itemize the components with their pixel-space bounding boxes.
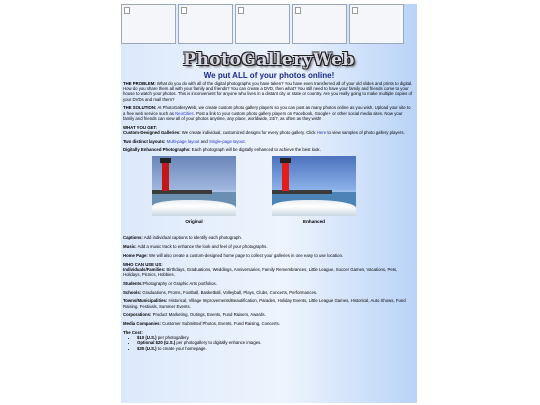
enhanced-text: Each photograph will be digitally enhanced to achieve the best look. [191, 147, 321, 153]
lighthouse-lantern [160, 158, 171, 163]
families-paragraph [123, 262, 413, 278]
original-caption: Original [185, 219, 203, 225]
families-text: Birthdays, Graduations, Weddings, Anniversaries, Family Remembrances, Little League, Soccer Games, Vacations, Pets, Holidays, Picnics, Hobbies. [123, 266, 398, 277]
music-paragraph [123, 244, 413, 249]
who-heading: WHO CAN USE US: [123, 261, 163, 267]
lighthouse-tower [162, 162, 169, 191]
broken-image-icon [124, 7, 130, 14]
neocities-link[interactable]: NeoCities [175, 110, 194, 116]
photo-pier [272, 190, 332, 194]
towns-paragraph [123, 298, 413, 308]
students-label: Students: [123, 280, 143, 286]
cost-section [123, 330, 413, 351]
corporations-label: Corporations: [123, 312, 152, 318]
captions-label: Captions: [123, 235, 143, 241]
corporations-paragraph [123, 312, 413, 317]
thumbnail-strip [121, 4, 417, 46]
home-page-paragraph [123, 253, 413, 258]
cost-item [137, 346, 413, 351]
photo-comparison [123, 156, 413, 232]
schools-text: Graduations, Proms, Football, Basketball, Volleyball, Plays, Clubs, Concerts, Performances. [142, 289, 318, 295]
home-page-text: We will also create a custom-designed home page to collect your galleries in one easy to use location. [149, 252, 344, 258]
thumbnail-image-5[interactable] [349, 4, 404, 44]
page-panel [121, 4, 417, 403]
corporations-text: Product Marketing, Outings, Events, Fund Raisers, Awards. [152, 312, 266, 318]
families-label: Individuals/Families: [123, 266, 166, 272]
main-content [123, 81, 413, 351]
samples-here-link[interactable]: Here [316, 129, 327, 135]
thumbnail-image-1[interactable] [121, 4, 176, 44]
layouts-paragraph [123, 139, 413, 144]
layouts-label: Two distinct layouts: [123, 138, 166, 144]
layouts-and: and [200, 138, 208, 144]
captions-paragraph [123, 235, 413, 240]
students-paragraph [123, 281, 413, 286]
problem-heading: THE PROBLEM: [123, 81, 156, 86]
enhanced-caption: Enhanced [303, 219, 325, 225]
site-logo: PhotoGalleryWeb [183, 50, 355, 70]
home-page-label: Home Page: [123, 252, 148, 258]
tagline: We put ALL of your photos online! [203, 71, 335, 80]
enhanced-paragraph [123, 147, 413, 152]
multi-page-layout-link[interactable]: Multi-page layout [166, 138, 200, 144]
what-you-get-paragraph [123, 125, 413, 135]
single-page-layout-link[interactable]: Single-page layout [208, 138, 245, 144]
layouts-end: . [244, 138, 246, 144]
custom-galleries-text-2: to view samples of photo gallery players. [327, 129, 405, 135]
cost-price: $30 (U.S.) [137, 345, 157, 351]
lighthouse-lantern [280, 158, 291, 163]
enhanced-label: Digitally Enhanced Photographs: [123, 147, 191, 153]
broken-image-icon [238, 7, 244, 14]
students-text: Photography or Graphic Arts portfolios. [142, 280, 217, 286]
broken-image-icon [181, 7, 187, 14]
towns-label: Towns/Municipalities: [123, 298, 168, 304]
custom-galleries-label: Custom-Designed Galleries: [123, 129, 181, 135]
music-label: Music: [123, 244, 137, 249]
solution-text-2: . Post a link to your custom photo gallery players on Facebook, Google+ or other social media sites. Now your family and friends can view all of your photos anytime, any place, worldwide, 24/7, as often as they wish! [123, 110, 403, 121]
cost-text: to create your homepage. [157, 345, 207, 351]
original-photo [152, 156, 236, 216]
cost-list [137, 335, 413, 351]
broken-image-icon [295, 7, 301, 14]
cost-price: $10 (U.S.) [137, 335, 157, 341]
thumbnail-image-3[interactable] [235, 4, 290, 44]
solution-heading: THE SOLUTION: [123, 105, 157, 111]
thumbnail-image-4[interactable] [292, 4, 347, 44]
photo-wave [152, 200, 236, 216]
problem-paragraph [123, 81, 413, 102]
media-paragraph [123, 321, 413, 326]
schools-paragraph [123, 290, 413, 295]
lighthouse-tower [282, 162, 289, 191]
cost-heading: The Cost: [123, 329, 143, 335]
photo-wave [272, 200, 356, 216]
cost-price: Optional $20 (U.S.) [137, 340, 176, 346]
solution-paragraph [123, 105, 413, 121]
problem-text: What do you do with all of the digital photographs you have taken? You have even transferred all of your old slides and prints to digital. How do you share them all with your family and friends? You can create a DVD, then what? You still need to have your family and friends come to your house to watch your photos. This is inconvenient for anyone who lives in a distant city or state or country. Are you really going to make multiple copies of your DVDs and mail them? [123, 81, 413, 102]
enhanced-photo [272, 156, 356, 216]
custom-galleries-text-1: We create individual, customized designs for every photo gallery. Click [181, 129, 316, 135]
thumbnail-image-2[interactable] [178, 4, 233, 44]
broken-image-icon [352, 7, 358, 14]
photo-pier [152, 190, 212, 194]
media-text: Customer Submitted Photos, Events, Fund Raising, Concerts. [162, 321, 280, 327]
cost-text: per photogallery to digitally enhance images. [176, 340, 262, 346]
captions-text: Add individual captions to identify each photograph. [143, 235, 242, 241]
towns-text: Historical, Village Improvements/Beautification, Parades, Holiday Events, Little League Games, Historical, Auto Shows, Fund Raising, Festivals, Summer Events. [123, 298, 406, 309]
music-text: Add a music track to enhance the look and feel of your photographs. [137, 244, 268, 249]
schools-label: Schools: [123, 289, 142, 295]
media-label: Media Companies: [123, 321, 161, 327]
solution-text-1: At PhotoGalleryWeb, we create custom photo gallery players so you can post as many photos online as you wish. Upload your site to a free web service such as [123, 105, 411, 116]
cost-text: per photogallery. [157, 335, 190, 341]
what-you-get-heading: WHAT YOU GET: [123, 124, 157, 130]
